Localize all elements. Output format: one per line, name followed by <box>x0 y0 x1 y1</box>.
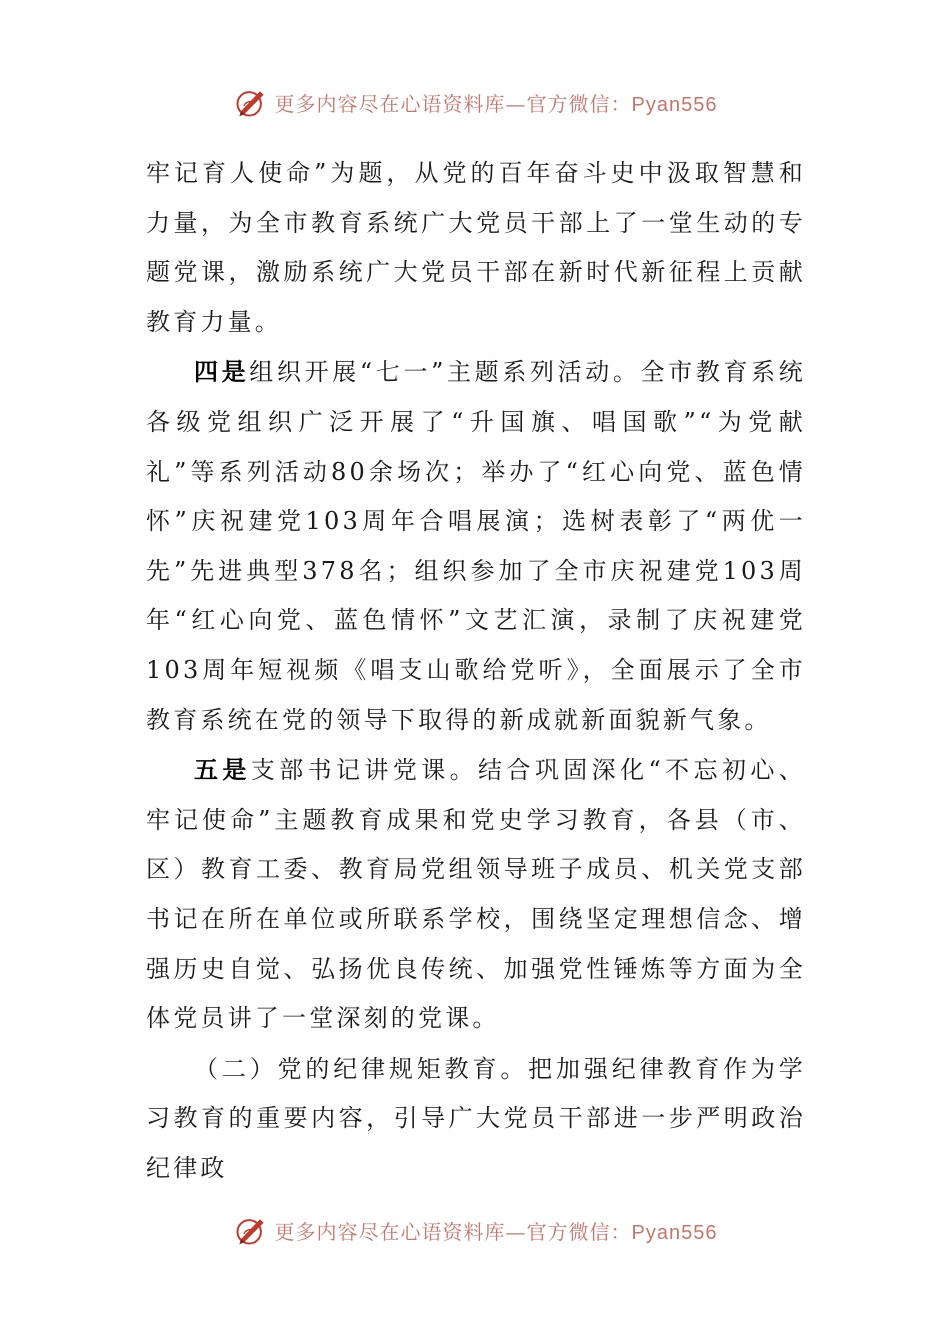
paragraph-1-text: 牢记育人使命”为题，从党的百年奋斗史中汲取智慧和力量，为全市教育系统广大党员干部上了一堂生动的专题党课，激励系统广大党员干部在新时代新征程上贡献教育力量。 <box>146 159 806 336</box>
footer-banner <box>0 1210 950 1250</box>
header-banner <box>0 82 950 122</box>
footer-banner-text: 更多内容尽在心语资料库—官方微信：Pyan556 <box>274 1219 718 1244</box>
paragraph-3-text: 支部书记讲党课。结合巩固深化“不忘初心、牢记使命”主题教育成果和党史学习教育，各县（市、区）教育工委、教育局党组领导班子成员、机关党支部书记在所在单位或所联系学校，围绕坚定理想信念、增强历史自觉、弘扬优良传统、加强党性锤炼等方面为全体党员讲了一堂深刻的党课。 <box>146 756 806 1033</box>
paragraph-4 <box>146 1044 806 1194</box>
pen-logo-icon <box>233 1212 269 1248</box>
paragraph-4-text: （二）党的纪律规矩教育。把加强纪律教育作为学习教育的重要内容，引导广大党员干部进一步严明政治纪律政 <box>146 1054 806 1182</box>
paragraph-3 <box>146 745 806 1044</box>
document-body <box>146 148 806 1193</box>
footer-wechat-id: Pyan556 <box>631 1221 718 1244</box>
pen-logo-icon <box>233 84 269 120</box>
paragraph-2-lead: 四是 <box>194 357 250 387</box>
paragraph-2 <box>146 347 806 745</box>
header-wechat-id: Pyan556 <box>631 93 718 116</box>
header-banner-text: 更多内容尽在心语资料库—官方微信：Pyan556 <box>274 91 718 116</box>
paragraph-3-lead: 五是 <box>194 755 251 785</box>
paragraph-2-text: 组织开展“七一”主题系列活动。全市教育系统各级党组织广泛开展了“升国旗、唱国歌”“为党献礼”等系列活动80余场次；举办了“红心向党、蓝色情怀”庆祝建党103周年合唱展演；选树表彰了“两优一先”先进典型378名；组织参加了全市庆祝建党103周年“红心向党、蓝色情怀”文艺汇演，录制了庆祝建党103周年短视频《唱支山歌给党听》，全面展示了全市教育系统在党的领导下取得的新成就新面貌新气象。 <box>146 358 806 734</box>
paragraph-1 <box>146 148 806 347</box>
